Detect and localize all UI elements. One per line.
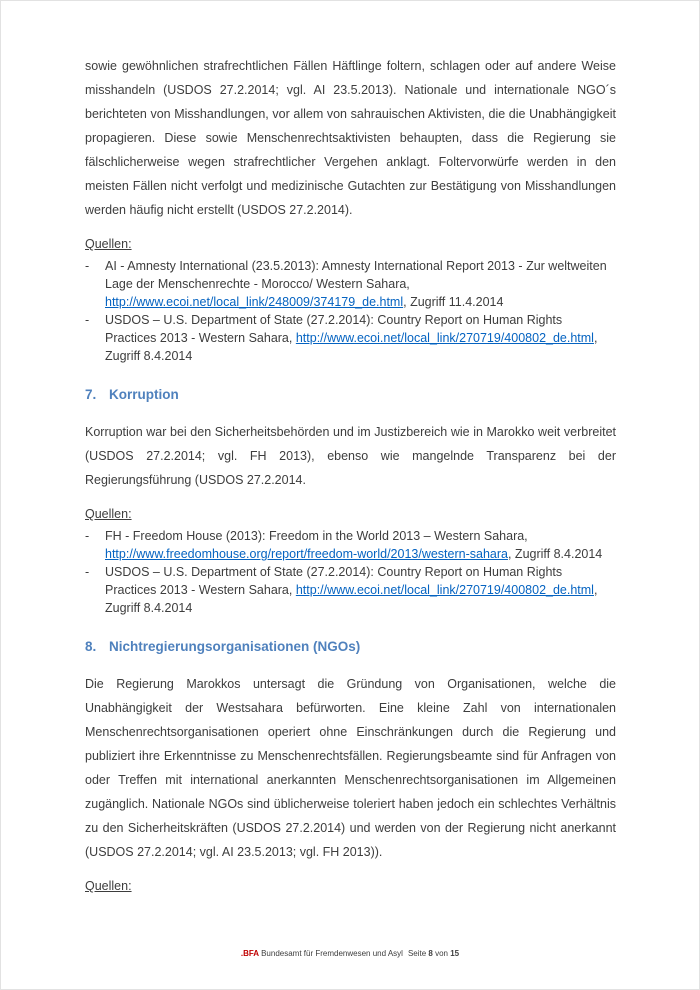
paragraph-ngos: Die Regierung Marokkos untersagt die Gründung von Organisationen, welche die Unabhängigkeit der Westsahara befürworten. Eine kleine Zahl von internationalen Menschenrechtsorganisationen operiert ohne Einschränkungen durch die Regierung und publiziert ihre Erkenntnisse zu Menschenrechtsfällen. Regierungsbeamte sind für Anfragen von oder Treffen mit international anerkannten Menschenrechtsorganisationen im Allgemeinen zugänglich. Nationale NGOs sind üblicherweise toleriert haben jedoch ein schlechtes Verhältnis zu den Sicherheitskräften (USDOS 27.2.2014) und werden von der Regierung nicht anerkannt (USDOS 27.2.2014; vgl. AI 23.5.2013; vgl. FH 2013)). <box>85 677 616 859</box>
source-link[interactable]: http://www.ecoi.net/local_link/270719/400802_de.html <box>295 331 594 345</box>
source-item <box>85 311 616 365</box>
source-item <box>85 563 616 617</box>
sources-label-1: Quellen: <box>85 237 132 251</box>
page-footer <box>0 949 700 958</box>
list-dash: - <box>85 259 90 273</box>
source-text <box>105 527 616 563</box>
source-link[interactable]: http://www.ecoi.net/local_link/248009/374179_de.html <box>105 295 404 309</box>
section-heading-ngos <box>85 639 616 654</box>
footer-von-label: von <box>435 949 448 958</box>
sources-label-2: Quellen: <box>85 507 132 521</box>
paragraph-mistreatment: sowie gewöhnlichen strafrechtlichen Fällen Häftlinge foltern, schlagen oder auf andere Weise misshandeln (USDOS 27.2.2014; vgl. AI 23.5.2013). Nationale und internationale NGO´s berichteten von Misshandlungen, vor allem von sahrauischen Aktivisten, die die Unabhängigkeit propagieren. Diese sowie Menschenrechtsaktivisten behaupten, dass die Regierung sie fälschlicherweise wegen strafrechtlicher Vergehen anklagt. Foltervorwürfe werden in den meisten Fällen nicht verfolgt und medizinische Gutachten zur Bestätigung von Misshandlungen werden häufig nicht erstellt (USDOS 27.2.2014). <box>85 59 616 217</box>
source-access-date: , Zugriff 8.4.2014 <box>105 331 598 363</box>
source-link[interactable]: http://www.freedomhouse.org/report/freedom-world/2013/western-sahara <box>105 547 508 561</box>
source-item <box>85 257 616 311</box>
footer-seite-label: Seite <box>407 949 427 958</box>
list-dash: - <box>85 529 90 543</box>
bfa-logo: BFA <box>243 949 260 958</box>
footer-logo-dot: . <box>240 949 244 958</box>
source-text <box>105 311 616 365</box>
list-dash: - <box>85 565 90 579</box>
section-heading-korruption <box>85 387 616 402</box>
source-citation: FH - Freedom House (2013): Freedom in the World 2013 – Western Sahara, <box>105 529 528 543</box>
heading-number: 7. <box>85 387 97 402</box>
footer-page-info <box>408 949 459 958</box>
heading-number: 8. <box>85 639 97 654</box>
source-citation: USDOS – U.S. Department of State (27.2.2014): Country Report on Human Rights Practices 2013 - Western Sahara, <box>105 565 563 597</box>
source-citation: AI - Amnesty International (23.5.2013): Amnesty International Report 2013 - Zur weltweiten Lage der Menschenrechte - Morocco/ Western Sahara, <box>105 259 607 291</box>
heading-title: Korruption <box>109 387 179 402</box>
source-citation: USDOS – U.S. Department of State (27.2.2014): Country Report on Human Rights Practices 2013 - Western Sahara, <box>105 313 563 345</box>
source-text <box>105 563 616 617</box>
sources-label-3: Quellen: <box>85 879 132 893</box>
footer-office-name: Bundesamt für Fremdenwesen und Asyl <box>261 949 403 958</box>
list-dash: - <box>85 313 90 327</box>
sources-list-1 <box>85 257 616 365</box>
sources-list-2 <box>85 527 616 617</box>
source-access-date: , Zugriff 8.4.2014 <box>105 583 598 615</box>
paragraph-korruption: Korruption war bei den Sicherheitsbehörden und im Justizbereich wie in Marokko weit verbreitet (USDOS 27.2.2014; vgl. FH 2013), ebenso wie mangelnde Transparenz bei der Regierungsführung (USDOS 27.2.2014. <box>85 425 616 487</box>
source-access-date: , Zugriff 8.4.2014 <box>507 547 603 561</box>
source-item <box>85 527 616 563</box>
footer-page-number: 8 <box>428 949 433 958</box>
source-link[interactable]: http://www.ecoi.net/local_link/270719/400802_de.html <box>295 583 594 597</box>
footer-total-pages: 15 <box>450 949 460 958</box>
heading-title: Nichtregierungsorganisationen (NGOs) <box>109 639 361 654</box>
source-text <box>105 257 616 311</box>
source-access-date: , Zugriff 11.4.2014 <box>403 295 504 309</box>
